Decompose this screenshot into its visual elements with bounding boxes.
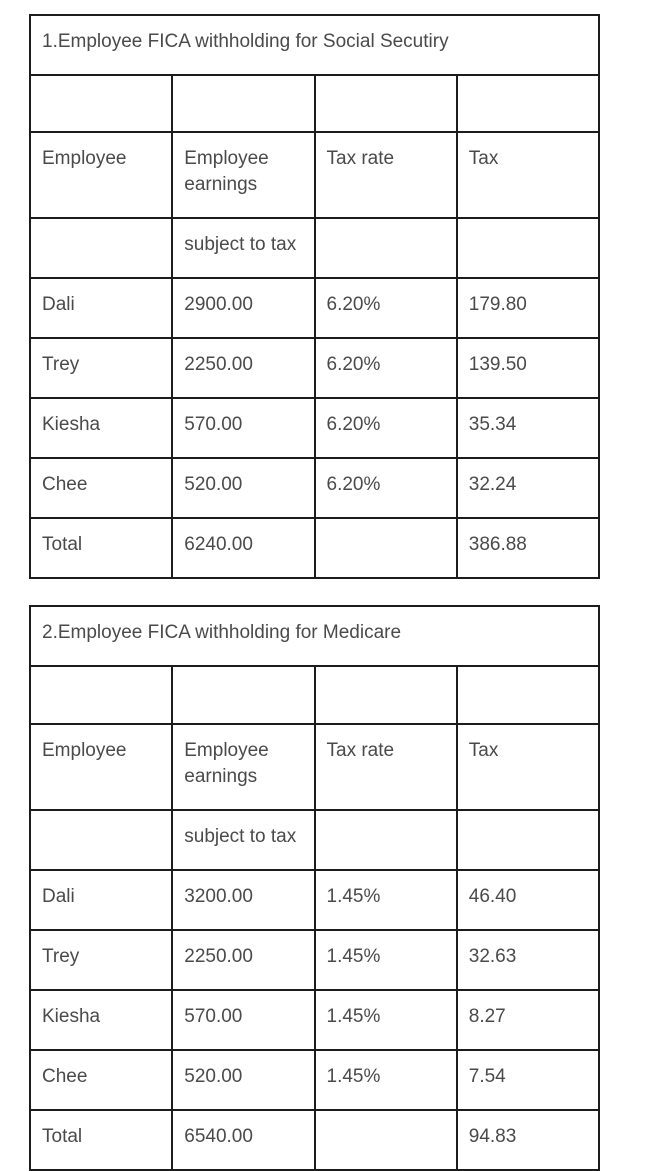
employee-name-cell: Trey [30, 338, 172, 398]
empty-cell [315, 218, 457, 278]
empty-cell [30, 75, 172, 132]
tax-cell: 32.63 [457, 930, 599, 990]
social-security-table [29, 14, 600, 579]
medicare-table [29, 605, 600, 1171]
total-tax-cell: 94.83 [457, 1110, 599, 1170]
employee-name-cell: Chee [30, 1050, 172, 1110]
employee-name-cell: Trey [30, 930, 172, 990]
spacer-row [30, 666, 599, 724]
table-title: 2.Employee FICA withholding for Medicare [30, 606, 599, 666]
earnings-cell: 2250.00 [172, 338, 314, 398]
column-header-earnings: Employee earnings [172, 724, 314, 810]
employee-name-cell: Chee [30, 458, 172, 518]
tax-rate-cell: 6.20% [315, 338, 457, 398]
table-row [30, 278, 599, 338]
earnings-cell: 2250.00 [172, 930, 314, 990]
tax-cell: 8.27 [457, 990, 599, 1050]
earnings-cell: 3200.00 [172, 870, 314, 930]
earnings-cell: 2900.00 [172, 278, 314, 338]
empty-cell [30, 218, 172, 278]
empty-cell [172, 75, 314, 132]
employee-name-cell: Kiesha [30, 990, 172, 1050]
empty-cell [315, 75, 457, 132]
earnings-cell: 570.00 [172, 990, 314, 1050]
total-row [30, 518, 599, 578]
column-header-tax-rate: Tax rate [315, 132, 457, 218]
total-tax-cell: 386.88 [457, 518, 599, 578]
column-header-earnings [172, 132, 314, 218]
column-header-tax: Tax [457, 724, 599, 810]
total-label-cell: Total [30, 518, 172, 578]
empty-cell [457, 218, 599, 278]
tax-rate-cell: 6.20% [315, 458, 457, 518]
column-header-employee: Employee [30, 132, 172, 218]
subheader-cell: subject to tax [172, 810, 314, 870]
tax-rate-cell: 1.45% [315, 990, 457, 1050]
total-earnings-cell: 6540.00 [172, 1110, 314, 1170]
column-header-earnings-label: Employee earnings [184, 148, 269, 195]
column-header-employee: Employee [30, 724, 172, 810]
tax-rate-cell: 1.45% [315, 870, 457, 930]
empty-cell [172, 666, 314, 724]
table-row [30, 458, 599, 518]
empty-cell [315, 518, 457, 578]
spacer-row [30, 75, 599, 132]
tax-rate-cell: 6.20% [315, 278, 457, 338]
empty-cell [30, 810, 172, 870]
empty-cell [315, 1110, 457, 1170]
table-title-row [30, 15, 599, 75]
tax-cell: 32.24 [457, 458, 599, 518]
column-header-tax: Tax [457, 132, 599, 218]
empty-cell [457, 75, 599, 132]
table-row [30, 990, 599, 1050]
table-row [30, 1050, 599, 1110]
empty-cell [315, 666, 457, 724]
tax-cell: 35.34 [457, 398, 599, 458]
employee-name-cell: Dali [30, 870, 172, 930]
empty-cell [457, 666, 599, 724]
empty-cell [457, 810, 599, 870]
subheader-cell: subject to tax [172, 218, 314, 278]
employee-name-cell: Kiesha [30, 398, 172, 458]
table-row [30, 338, 599, 398]
tax-cell: 7.54 [457, 1050, 599, 1110]
table-row [30, 398, 599, 458]
tax-cell: 139.50 [457, 338, 599, 398]
table-row [30, 870, 599, 930]
total-label-cell: Total [30, 1110, 172, 1170]
tax-cell: 46.40 [457, 870, 599, 930]
subheader-row [30, 218, 599, 278]
header-row [30, 724, 599, 810]
earnings-cell: 520.00 [172, 458, 314, 518]
employee-name-cell: Dali [30, 278, 172, 338]
earnings-cell: 520.00 [172, 1050, 314, 1110]
total-row [30, 1110, 599, 1170]
earnings-cell: 570.00 [172, 398, 314, 458]
table-row [30, 930, 599, 990]
table-title-row [30, 606, 599, 666]
column-header-tax-rate: Tax rate [315, 724, 457, 810]
tax-rate-cell: 1.45% [315, 930, 457, 990]
empty-cell [315, 810, 457, 870]
tax-rate-cell: 6.20% [315, 398, 457, 458]
header-row [30, 132, 599, 218]
empty-cell [30, 666, 172, 724]
tax-cell: 179.80 [457, 278, 599, 338]
table-title: 1.Employee FICA withholding for Social Secutiry [30, 15, 599, 75]
subheader-row [30, 810, 599, 870]
tax-rate-cell: 1.45% [315, 1050, 457, 1110]
total-earnings-cell: 6240.00 [172, 518, 314, 578]
